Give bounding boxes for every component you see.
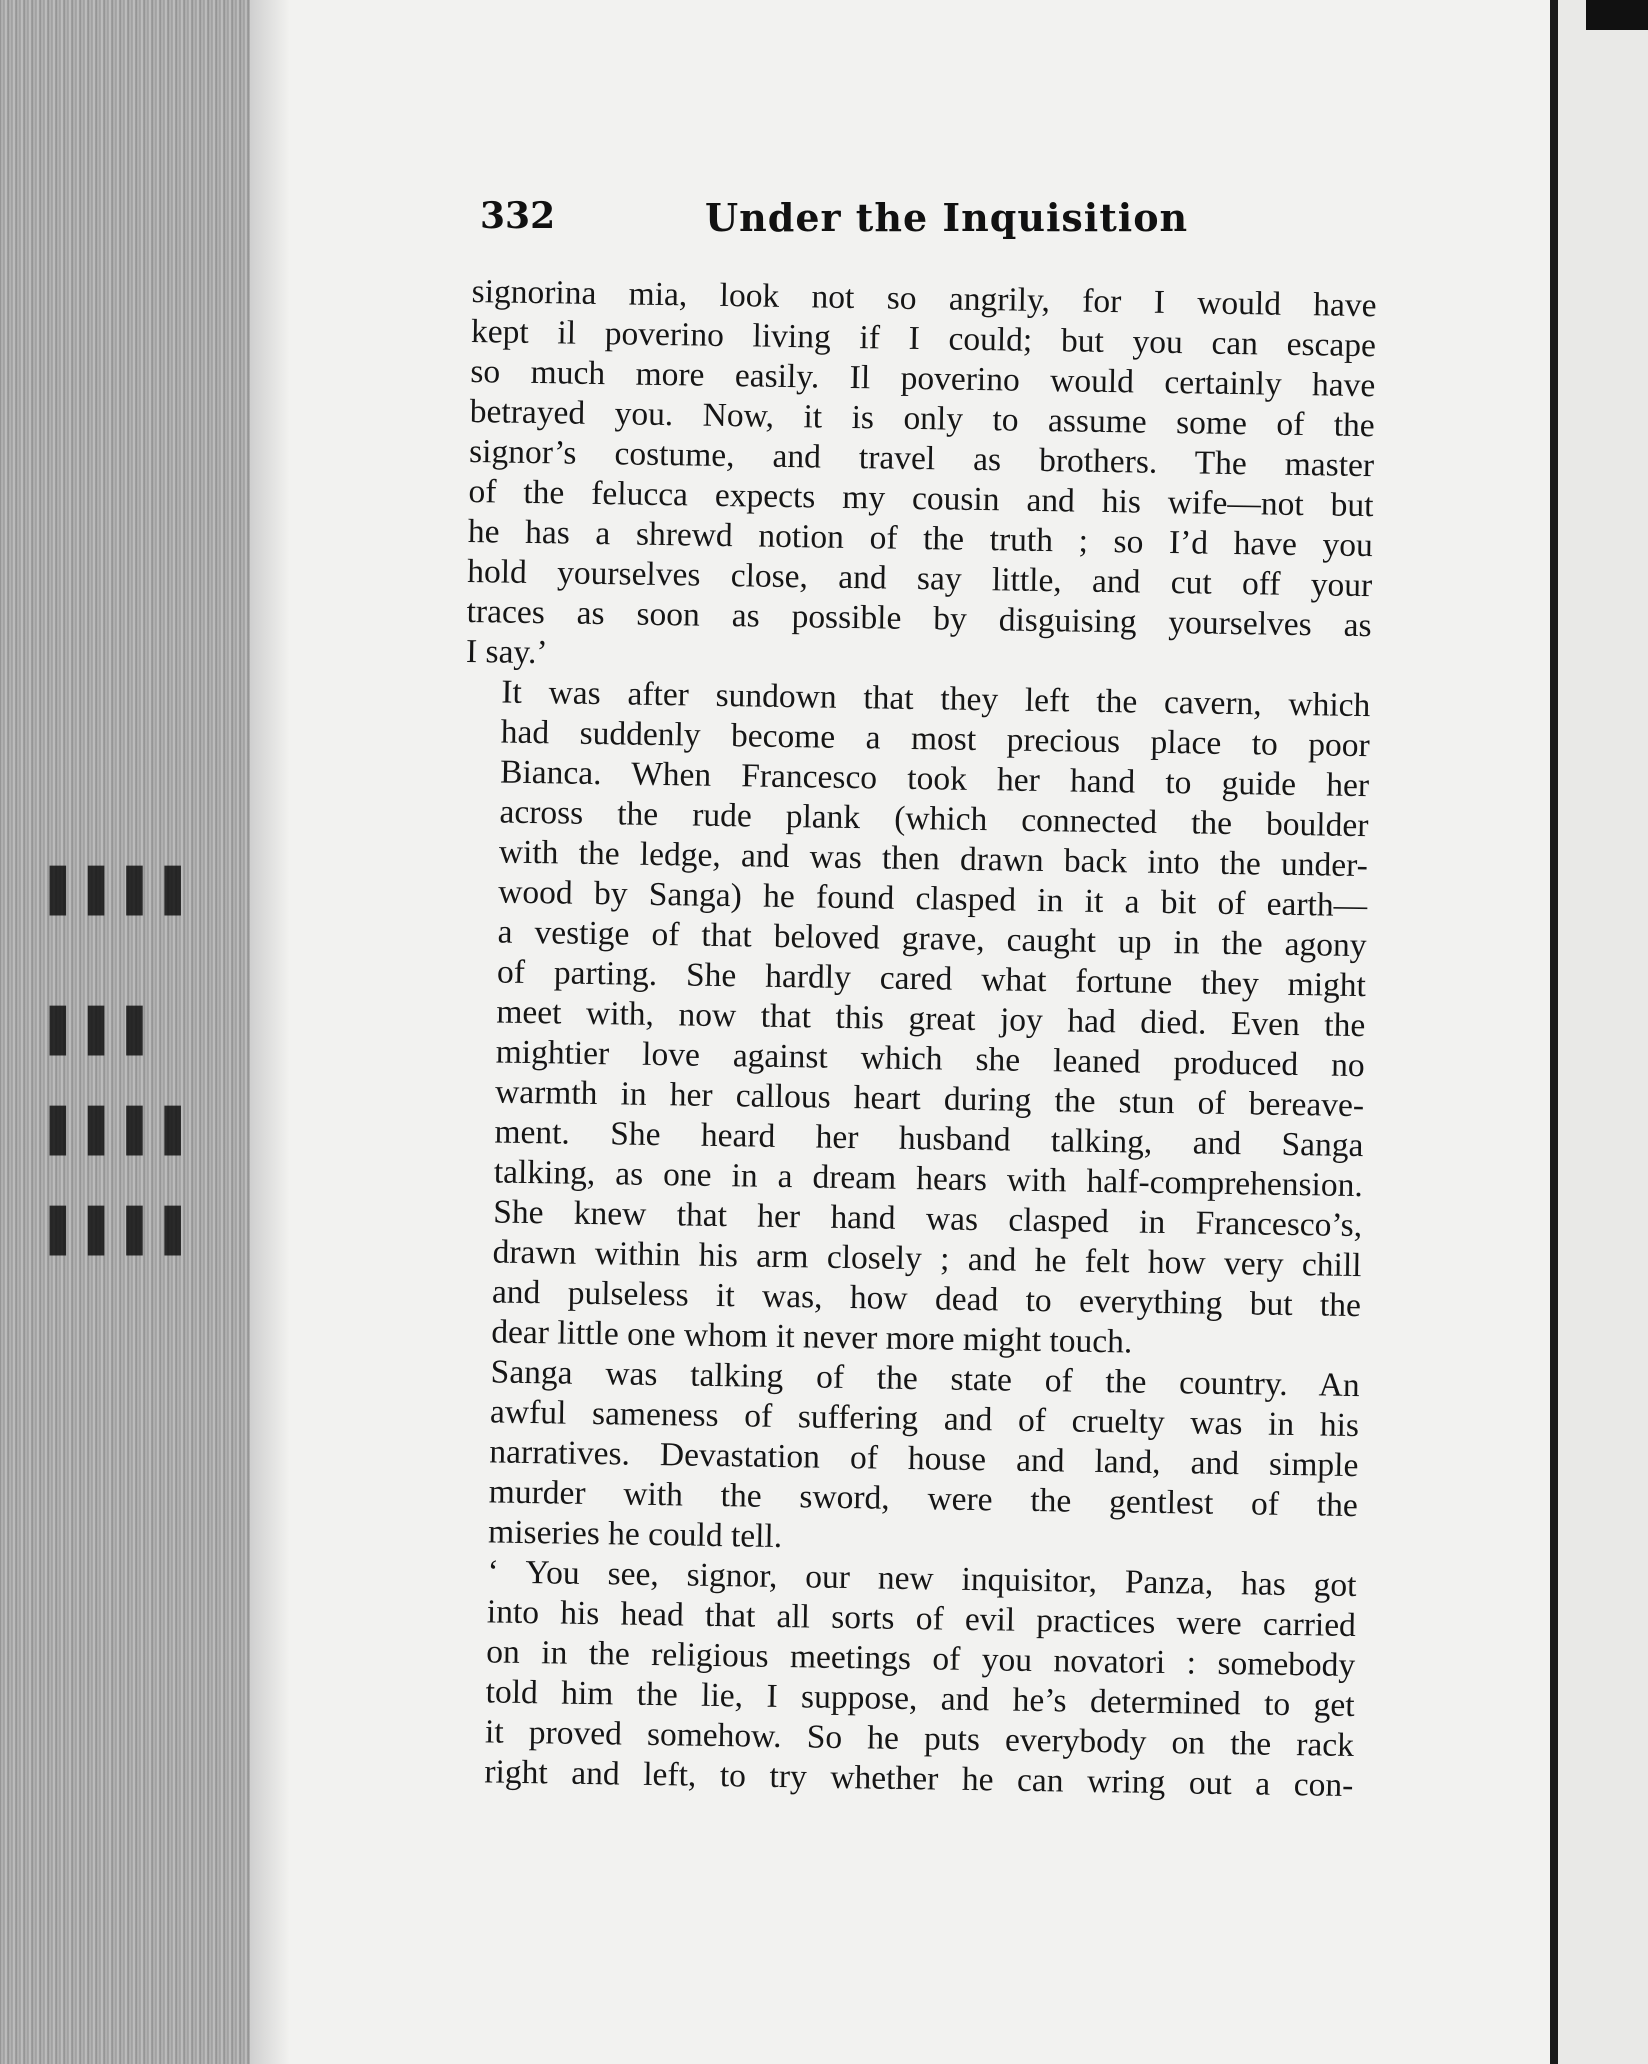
text-line: It was after sundown that they left the cavern, which [501, 673, 1371, 725]
text-line: She knew that her hand was clasped in Francesco’s, [492, 1193, 1363, 1245]
running-title: Under the Inquisition [705, 195, 1189, 240]
book-page [250, 0, 1550, 2064]
text-line: I say.’ [465, 632, 548, 672]
text-line: of parting. She hardly cared what fortune they might [496, 953, 1367, 1005]
page-number: 332 [480, 195, 556, 237]
text-line: ment. She heard her husband talking, and Sanga [494, 1113, 1364, 1165]
page-header [480, 195, 1420, 255]
adjacent-page-edge [1550, 0, 1648, 2064]
text-line: Sanga was talking of the state of the country. An [490, 1353, 1360, 1405]
text-line: Bianca. When Francesco took her hand to guide her [499, 753, 1370, 805]
text-line: signor’s costume, and travel as brothers. The master [468, 432, 1375, 485]
text-line: signorina mia, look not so angrily, for I would have [471, 272, 1377, 325]
text-line: meet with, now that this great joy had died. Even the [496, 993, 1366, 1045]
text-line: right and left, to try whether he can wring out a con- [484, 1753, 1354, 1805]
text-line: narratives. Devastation of house and land, and simple [489, 1433, 1359, 1485]
text-line: told him the lie, I suppose, and he’s determined to get [485, 1673, 1355, 1725]
text-line: miseries he could tell. [487, 1513, 783, 1556]
text-line: across the rude plank (which connected the boulder [499, 793, 1369, 845]
book-spine [0, 0, 250, 2064]
paragraph [448, 1552, 1357, 1806]
spine-lettering: ▌▌▌ [50, 1006, 165, 1055]
text-line: wood by Sanga) he found clasped in it a bit of earth— [497, 873, 1368, 925]
text-line: ‘ You see, signor, our new inquisitor, Panza, has got [487, 1553, 1357, 1605]
text-line: he has a shrewd notion of the truth ; so I’d have you [467, 512, 1374, 565]
paragraph [466, 272, 1377, 686]
text-line: betrayed you. Now, it is only to assume some of the [469, 392, 1375, 445]
text-line: had suddenly become a most precious place to poor [500, 713, 1370, 765]
spine-lettering: ▌▌▌▌ [50, 1206, 204, 1255]
page-gutter [250, 0, 290, 2064]
spine-lettering: ▌▌▌▌ [50, 866, 204, 915]
text-line: warmth in her callous heart during the stun of bereave- [494, 1073, 1365, 1125]
text-line: hold yourselves close, and say little, and cut off your [467, 552, 1373, 605]
text-line: mightier love against which she leaned produced no [495, 1033, 1365, 1085]
text-line: traces as soon as possible by disguising yourselves as [466, 592, 1372, 645]
text-line: on in the religious meetings of you novatori : somebody [486, 1633, 1356, 1685]
text-line: so much more easily. Il poverino would certainly have [470, 352, 1376, 405]
body-text [448, 272, 1377, 1806]
paragraph [452, 1352, 1360, 1566]
text-line: a vestige of that beloved grave, caught up in the agony [497, 913, 1367, 965]
text-line: into his head that all sorts of evil practices were carried [486, 1593, 1357, 1645]
text-line: dear little one whom it never more might touch. [491, 1313, 1133, 1361]
text-line: with the ledge, and was then drawn back into the under- [498, 833, 1369, 885]
spine-lettering: ▌▌▌▌ [50, 1106, 204, 1155]
text-line: talking, as one in a dream hears with half-comprehension. [493, 1153, 1364, 1205]
text-line: drawn within his arm closely ; and he felt how very chill [492, 1233, 1362, 1285]
text-line: murder with the sword, were the gentlest of the [488, 1473, 1359, 1525]
text-line: kept il poverino living if I could; but you can escape [470, 312, 1377, 365]
text-line: and pulseless it was, how dead to everything but the [491, 1273, 1362, 1325]
text-line: awful sameness of suffering and of cruelty was in his [489, 1393, 1360, 1445]
paragraph [455, 672, 1371, 1366]
page-corner [1586, 0, 1648, 30]
text-line: of the felucca expects my cousin and his wife—not but [468, 472, 1374, 525]
text-line: it proved somehow. So he puts everybody on the rack [484, 1713, 1355, 1765]
